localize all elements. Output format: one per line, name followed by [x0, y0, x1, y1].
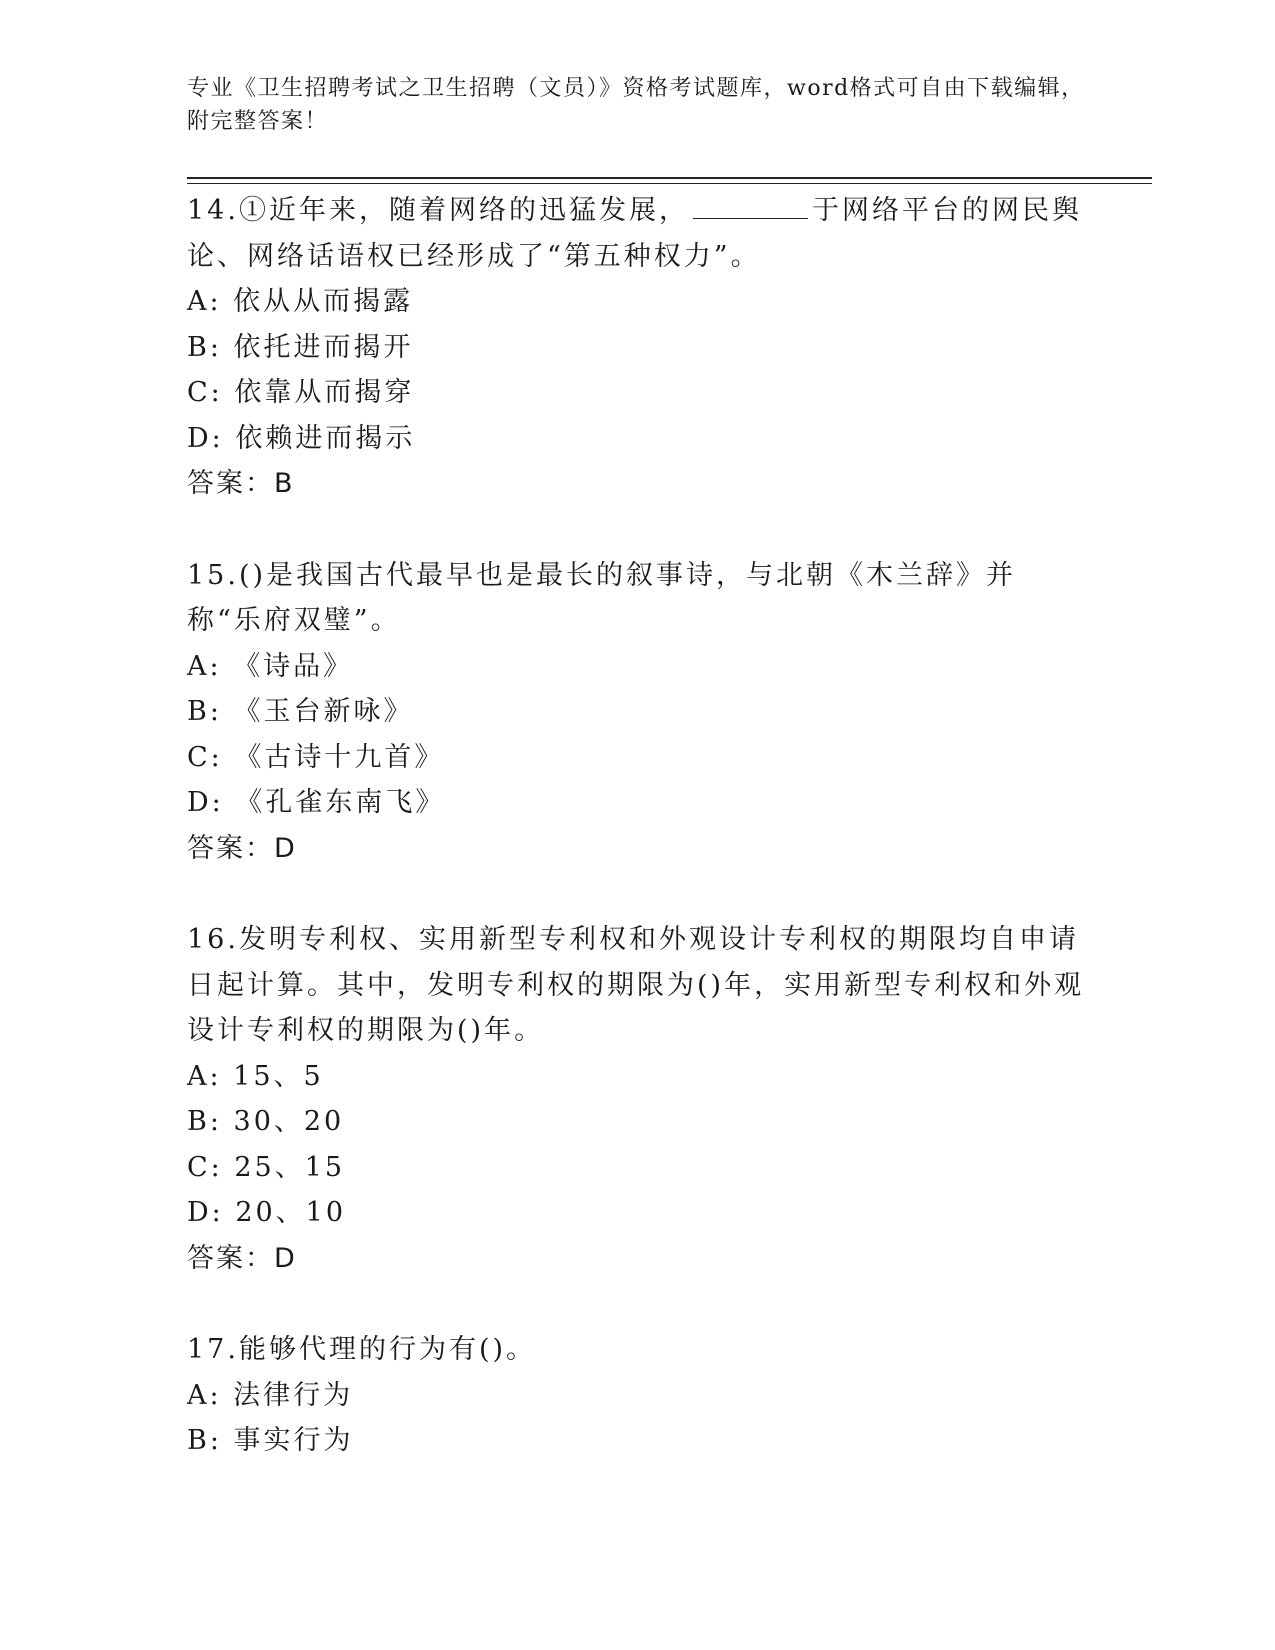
option-c: C: 依靠从而揭穿: [187, 377, 415, 408]
option-d: D: 《孔雀东南飞》: [187, 787, 446, 818]
question-list: [187, 188, 1087, 1510]
answer-line: 答案：B: [187, 468, 295, 499]
question-text: 14.①近年来，随着网络的迅猛发展， 于网络平台的网民舆论、网络话语权已经形成了“第五种权力”。: [187, 195, 1082, 272]
option-a: A: 法律行为: [187, 1379, 354, 1411]
header-rule-top: [187, 177, 1152, 179]
option-a: A: 依从从而揭露: [187, 286, 414, 317]
option-b: B: 依托进而揭开: [187, 331, 414, 363]
option-a: A: 《诗品》: [187, 650, 354, 682]
option-d: D: 依赖进而揭示: [187, 422, 416, 454]
option-c: C: 《古诗十九首》: [187, 741, 445, 773]
question-14: [187, 188, 1087, 507]
question-text: 17.能够代理的行为有()。: [187, 1334, 537, 1365]
option-d: D: 20、10: [187, 1197, 347, 1228]
option-b: B: 事实行为: [187, 1425, 354, 1456]
answer-line: 答案：D: [187, 1242, 297, 1274]
question-text: 16.发明专利权、实用新型专利权和外观设计专利权的期限均自申请日起计算。其中，发明专利权的期限为()年，实用新型专利权和外观设计专利权的期限为()年。: [187, 924, 1085, 1046]
option-c: C: 25、15: [187, 1151, 346, 1183]
option-a: A: 15、5: [187, 1060, 324, 1092]
question-16: [187, 917, 1087, 1281]
fill-blank: [693, 194, 808, 219]
question-15: [187, 553, 1087, 872]
option-b: B: 《玉台新咏》: [187, 696, 414, 727]
answer-line: 答案：D: [187, 832, 297, 864]
question-text: 15.()是我国古代最早也是最长的叙事诗，与北朝《木兰辞》并称“乐府双璧”。: [187, 559, 1017, 636]
document-header: 专业《卫生招聘考试之卫生招聘（文员）》资格考试题库，word格式可自由下载编辑，附完整答案！: [187, 76, 1085, 134]
question-17: [187, 1327, 1087, 1464]
option-b: B: 30、20: [187, 1106, 345, 1137]
header-rule-bottom: [187, 183, 1152, 184]
